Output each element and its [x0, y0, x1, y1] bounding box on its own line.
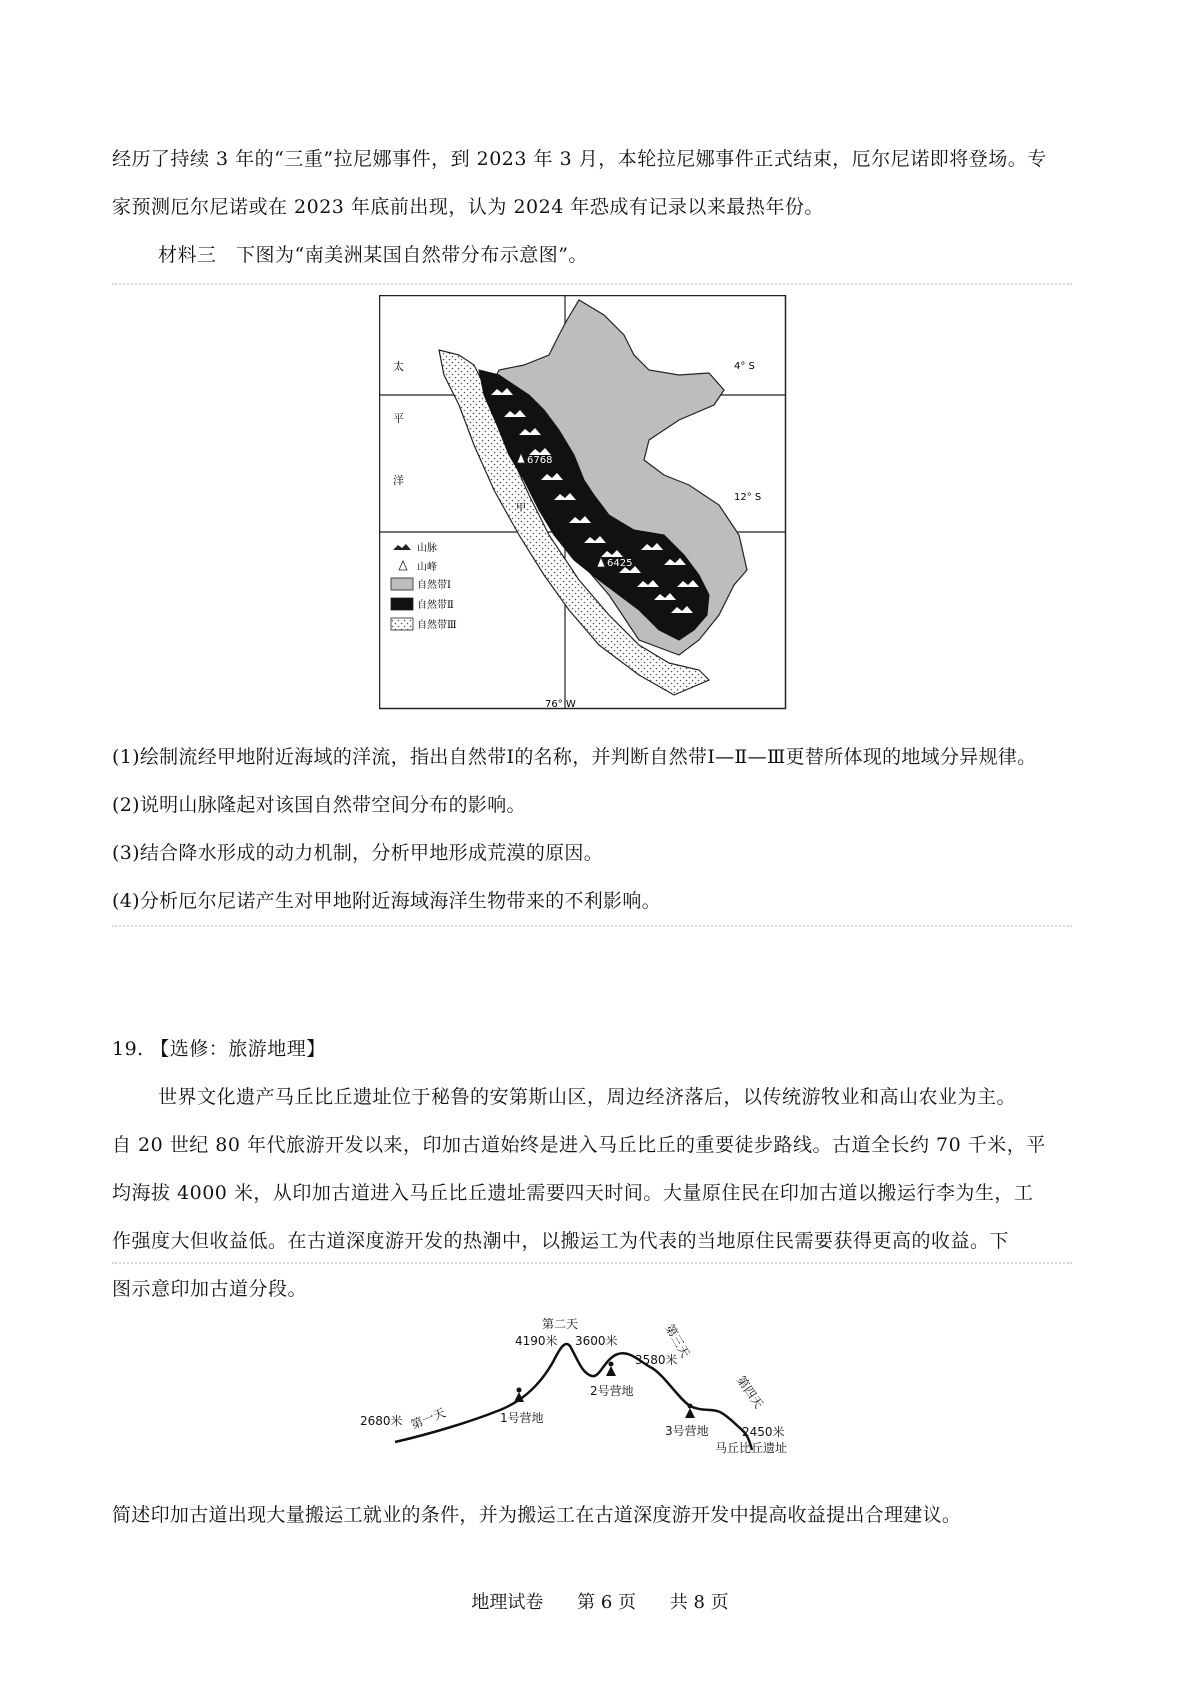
- q18-part-4: (4)分析厄尔尼诺产生对甲地附近海域海洋生物带来的不利影响。: [112, 890, 661, 912]
- elevation-3580: 3580米: [635, 1353, 678, 1367]
- divider: [112, 1262, 1072, 1264]
- camp-icon: [606, 1366, 616, 1376]
- q19-heading: 19. 【选修：旅游地理】: [112, 1038, 326, 1060]
- q18-part-2: (2)说明山脉隆起对该国自然带空间分布的影响。: [112, 794, 526, 816]
- ocean-char-3: 洋: [393, 474, 404, 487]
- lon-label-76w: 76° W: [545, 699, 576, 710]
- day-4-label: 第四天: [733, 1373, 766, 1412]
- legend-swatch-zone-1: [391, 578, 413, 590]
- legend-swatch-zone-3: [391, 618, 413, 630]
- elevation-2680: 2680米: [360, 1414, 403, 1428]
- q19-line-5: 图示意印加古道分段。: [112, 1278, 308, 1300]
- natural-zone-map: [379, 295, 789, 711]
- divider: [112, 925, 1072, 927]
- lat-label-4s: 4° S: [734, 361, 755, 372]
- day-2-label: 第二天: [542, 1317, 579, 1331]
- material-3-caption: 材料三 下图为“南美洲某国自然带分布示意图”。: [158, 244, 588, 266]
- day-1-label: 第一天: [408, 1405, 448, 1432]
- q18-part-3: (3)结合降水形成的动力机制，分析甲地形成荒漠的原因。: [112, 842, 604, 864]
- legend-swatch-zone-2: [391, 598, 413, 610]
- intro-line-1: 经历了持续 3 年的“三重”拉尼娜事件，到 2023 年 3 月，本轮拉尼娜事件正式结束，厄尔尼诺即将登场。专: [112, 148, 1047, 170]
- peak-label-1: 6768: [527, 455, 553, 466]
- footer-page-number: 第 6 页: [577, 1592, 636, 1613]
- lat-label-12s: 12° S: [734, 492, 762, 503]
- machu-picchu-label: 马丘比丘遗址: [715, 1441, 788, 1455]
- camp-icon-head: [609, 1362, 614, 1367]
- q19-line-3: 均海拔 4000 米，从印加古道进入马丘比丘遗址需要四天时间。大量原住民在印加古道以搬运行李为生，工: [112, 1182, 1034, 1204]
- camp-1-label: 1号营地: [500, 1411, 544, 1425]
- footer-total-pages: 共 8 页: [669, 1592, 729, 1613]
- camp-3-label: 3号营地: [665, 1424, 709, 1438]
- legend-zone-3: 自然带Ⅲ: [417, 620, 457, 631]
- page-footer: [0, 1588, 1200, 1614]
- footer-subject: 地理试卷: [471, 1592, 544, 1613]
- elevation-2450: 2450米: [742, 1425, 785, 1439]
- intro-line-2: 家预测厄尔尼诺或在 2023 年底前出现，认为 2024 年恐成有记录以来最热年份。: [112, 196, 824, 218]
- place-jia: 甲: [516, 503, 526, 514]
- divider: [112, 283, 1072, 285]
- camp-icon-head: [688, 1404, 693, 1409]
- q19-line-4: 作强度大但收益低。在古道深度游开发的热潮中，以搬运工为代表的当地原住民需要获得更高的收益。下: [112, 1230, 1010, 1252]
- legend-peak: 山峰: [417, 562, 437, 573]
- elevation-3600: 3600米: [575, 1334, 618, 1348]
- legend-mountain: 山脉: [417, 543, 437, 554]
- elevation-4190: 4190米: [515, 1334, 558, 1348]
- day-3-label: 第三天: [662, 1321, 693, 1361]
- ocean-char-2: 平: [393, 412, 404, 425]
- camp-2-label: 2号营地: [590, 1384, 634, 1398]
- legend-zone-1: 自然带Ⅰ: [417, 580, 451, 591]
- q19-line-1: 世界文化遗产马丘比丘遗址位于秘鲁的安第斯山区，周边经济落后，以传统游牧业和高山农业为主。: [158, 1086, 1017, 1108]
- q19-question: 简述印加古道出现大量搬运工就业的条件，并为搬运工在古道深度游开发中提高收益提出合理建议。: [112, 1504, 962, 1526]
- peak-label-2: 6425: [607, 558, 633, 569]
- q18-part-1: (1)绘制流经甲地附近海域的洋流，指出自然带Ⅰ的名称，并判断自然带Ⅰ—Ⅱ—Ⅲ更替所体现的地域分异规律。: [112, 746, 1037, 768]
- ocean-char-1: 太: [393, 360, 404, 373]
- inca-trail-profile: [360, 1310, 830, 1470]
- camp-icon: [685, 1408, 695, 1418]
- q19-line-2: 自 20 世纪 80 年代旅游开发以来，印加古道始终是进入马丘比丘的重要徒步路线。古道全长约 70 千米，平: [112, 1134, 1046, 1156]
- camp-icon-head: [517, 1388, 522, 1393]
- legend-zone-2: 自然带Ⅱ: [417, 600, 454, 611]
